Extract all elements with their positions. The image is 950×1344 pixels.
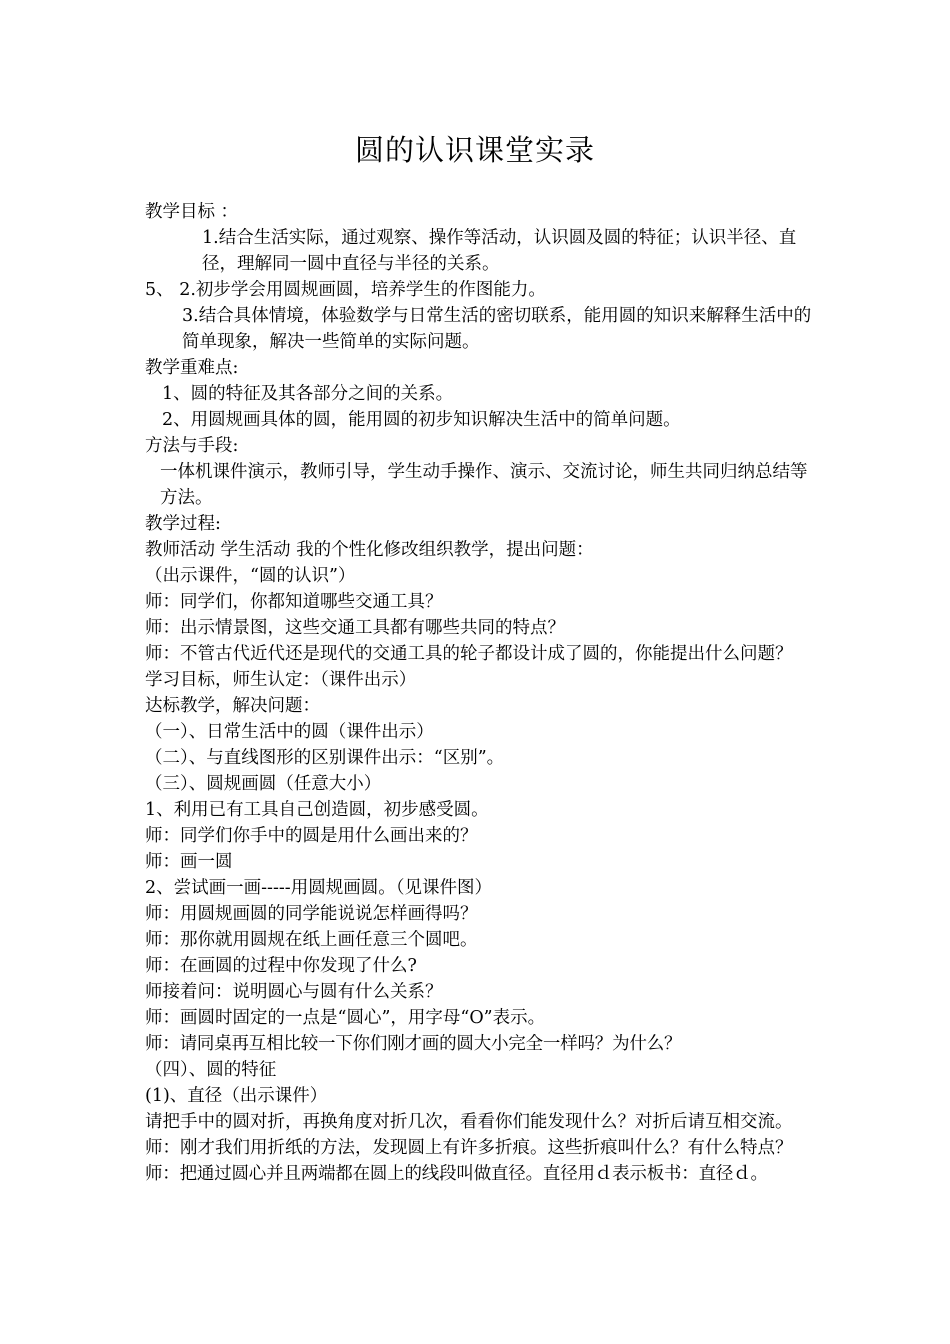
process-line: （四）、圆的特征 (145, 1060, 277, 1080)
process-line: 师：把通过圆心并且两端都在圆上的线段叫做直径。直径用ｄ表示板书：直径ｄ。 (145, 1164, 768, 1184)
process-line: 师：同学们，你都知道哪些交通工具？ (145, 592, 443, 612)
process-line: (1)、直径（出示课件） (145, 1086, 328, 1106)
methods-text-content: 一体机课件演示，教师引导，学生动手操作、演示、交流讨论，师生共同归纳总结等方法。 (160, 462, 808, 508)
process-line: 学习目标，师生认定：（课件出示） (145, 670, 417, 690)
process-line: 2、尝试画一画-----用圆规画圆。（见课件图） (145, 878, 492, 898)
objective-3-text: 3.结合具体情境，体验数学与日常生活的密切联系，能用圆的知识来解释生活中的简单现象，解决一些简单的实际问题。 (182, 306, 812, 352)
process-line: 教师活动 学生活动 我的个性化修改组织教学，提出问题： (145, 540, 594, 560)
section-heading-process: 教学过程: (145, 514, 221, 534)
objective-1-text: 1.结合生活实际，通过观察、操作等活动，认识圆及圆的特征；认识半径、直径，理解同一圆中直径与半径的关系。 (202, 228, 797, 274)
process-line: 师：出示情景图，这些交通工具都有哪些共同的特点？ (145, 618, 565, 638)
process-line: （一）、日常生活中的圆（课件出示） (145, 722, 434, 742)
process-line: 师：不管古代近代还是现代的交通工具的轮子都设计成了圆的，你能提出什么问题？ (145, 644, 793, 664)
objective-1 (145, 225, 815, 277)
key-point-2: 2、用圆规画具体的圆，能用圆的初步知识解决生活中的简单问题。 (162, 410, 681, 430)
process-line: 1、利用已有工具自己创造圆，初步感受圆。 (145, 800, 489, 820)
process-line: （二）、与直线图形的区别课件出示：“区别”。 (145, 748, 505, 768)
process-line: 师：刚才我们用折纸的方法，发现圆上有许多折痕。这些折痕叫什么？有什么特点？ (145, 1138, 793, 1158)
section-heading-objectives: 教学目标 ： (145, 202, 239, 222)
document-title: 圆的认识课堂实录 (354, 133, 595, 167)
process-line: 师：那你就用圆规在纸上画任意三个圆吧。 (145, 930, 478, 950)
process-line: （三）、圆规画圆（任意大小） (145, 774, 382, 794)
process-line: 师：画圆时固定的一点是“圆心”，用字母“O”表示。 (145, 1008, 546, 1028)
objective-3 (145, 303, 815, 355)
process-line: 师：请同桌再互相比较一下你们刚才画的圆大小完全一样吗？为什么？ (145, 1034, 682, 1054)
process-line: 达标教学，解决问题： (145, 696, 320, 716)
process-line: 师接着问：说明圆心与圆有什么关系？ (145, 982, 443, 1002)
document-body (145, 199, 815, 1187)
process-line: 师：用圆规画圆的同学能说说怎样画得吗？ (145, 904, 478, 924)
key-point-1: 1、圆的特征及其各部分之间的关系。 (162, 384, 454, 404)
process-line: 师：同学们你手中的圆是用什么画出来的？ (145, 826, 478, 846)
section-heading-methods: 方法与手段: (145, 436, 239, 456)
process-line: （出示课件，“圆的认识”） (145, 566, 356, 586)
section-heading-key-points: 教学重难点: (145, 358, 239, 378)
methods-text (145, 459, 815, 511)
objective-2: 5、 2.初步学会用圆规画圆，培养学生的作图能力。 (145, 280, 546, 300)
process-line: 请把手中的圆对折，再换角度对折几次，看看你们能发现什么？对折后请互相交流。 (145, 1112, 793, 1132)
process-line: 师：画一圆 (145, 852, 233, 872)
process-line: 师：在画圆的过程中你发现了什么? (145, 956, 417, 976)
